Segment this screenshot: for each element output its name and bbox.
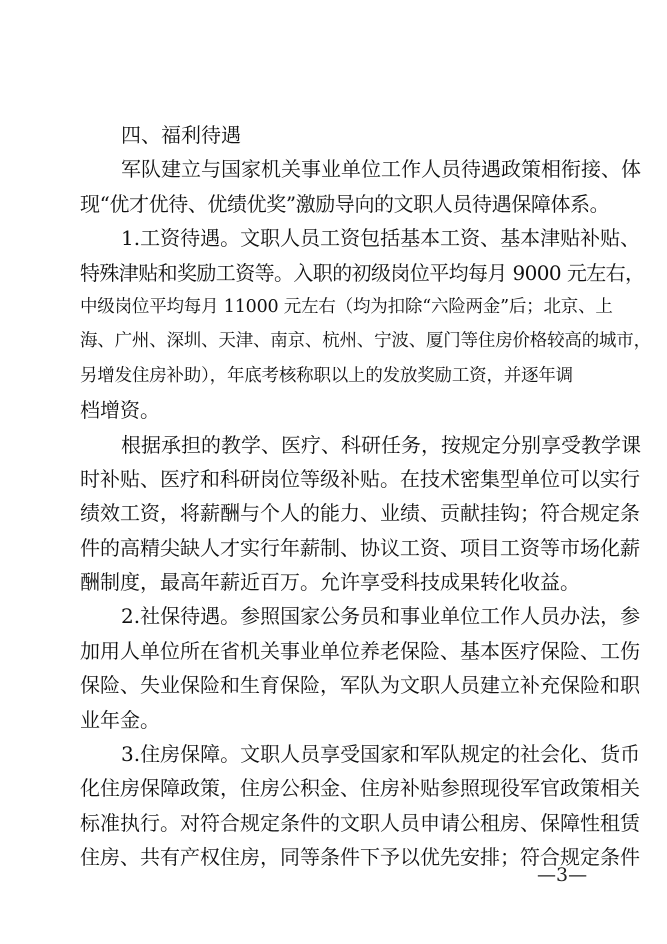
paragraph-line: 加用人单位所在省机关事业单位养老保险、基本医疗保险、工伤 xyxy=(80,638,640,663)
paragraph-line: 绩效工资，将薪酬与个人的能力、业绩、贡献挂钩；符合规定条 xyxy=(80,501,640,526)
page-number: —3— xyxy=(537,864,588,886)
paragraph-line: 海、广州、深圳、天津、南京、杭州、宁波、厦门等住房价格较高的城市， xyxy=(80,331,651,352)
paragraph-line: 时补贴、医疗和科研岗位等级补贴。在技术密集型单位可以实行 xyxy=(80,466,640,491)
paragraph-line: 档增资。 xyxy=(80,398,160,423)
paragraph-line: 标准执行。对符合规定条件的文职人员申请公租房、保障性租赁 xyxy=(80,810,640,835)
paragraph-line: 业年金。 xyxy=(80,707,160,732)
paragraph-line: 特殊津贴和奖励工资等。入职的初级岗位平均每月 9000 元左右， xyxy=(80,260,645,285)
paragraph-line: 另增发住房补助），年底考核称职以上的发放奖励工资，并逐年调 xyxy=(80,365,573,386)
paragraph-line: 现“优才优待、优绩优奖”激励导向的文职人员待遇保障体系。 xyxy=(80,191,610,216)
paragraph-line: 件的高精尖缺人才实行年薪制、协议工资、项目工资等市场化薪 xyxy=(80,535,640,560)
paragraph-line: 1.工资待遇。文职人员工资包括基本工资、基本津贴补贴、 xyxy=(121,226,641,251)
paragraph-line: 2.社保待遇。参照国家公务员和事业单位工作人员办法，参 xyxy=(121,604,641,629)
paragraph-line: 酬制度，最高年薪近百万。允许享受科技成果转化收益。 xyxy=(80,570,580,595)
paragraph-line: 3.住房保障。文职人员享受国家和军队规定的社会化、货币 xyxy=(121,742,641,767)
document-body xyxy=(80,118,651,875)
paragraph-line: 化住房保障政策，住房公积金、住房补贴参照现役军官政策相关 xyxy=(80,776,640,801)
section-heading: 四、福利待遇 xyxy=(121,123,241,147)
paragraph-line: 中级岗位平均每月 11000 元左右（均为扣除“六险两金”后；北京、上 xyxy=(80,296,613,317)
paragraph-line: 根据承担的教学、医疗、科研任务，按规定分别享受教学课 xyxy=(121,432,641,457)
paragraph-line: 军队建立与国家机关事业单位工作人员待遇政策相衔接、体 xyxy=(121,157,641,182)
paragraph-line: 保险、失业保险和生育保险，军队为文职人员建立补充保险和职 xyxy=(80,673,640,698)
paragraph-line: 住房、共有产权住房，同等条件下予以优先安排；符合规定条件 xyxy=(80,845,640,870)
